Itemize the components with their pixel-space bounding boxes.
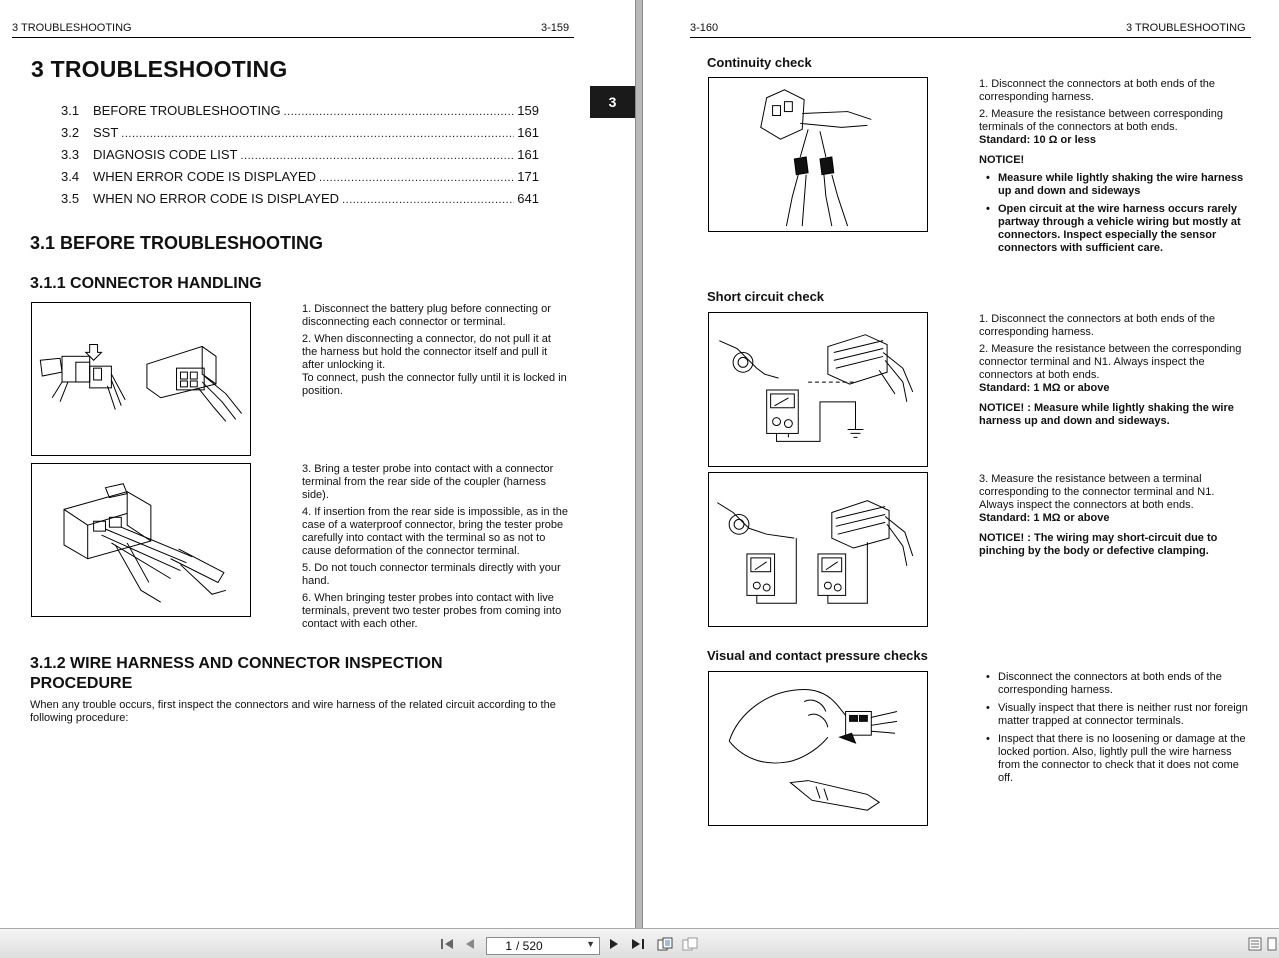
page-view-icon <box>657 937 673 951</box>
visual-check-steps <box>979 671 1249 790</box>
last-page-button[interactable] <box>629 936 647 952</box>
connector-handling-steps <box>302 303 568 402</box>
toc-entry[interactable] <box>61 191 539 209</box>
tester-probe-steps <box>302 463 568 635</box>
toc-label: SST <box>93 125 119 140</box>
toc-entry[interactable] <box>61 147 539 165</box>
step-text: 3. Bring a tester probe into contact with a connector terminal from the rear side of the coupler (harness side). <box>302 463 554 501</box>
sidebar-toggle-button[interactable] <box>1266 936 1278 952</box>
left-page <box>0 0 635 928</box>
running-header-right: 3 TROUBLESHOOTING <box>1126 22 1246 34</box>
standard-value: Standard: 1 MΩ or above <box>979 512 1110 524</box>
step-text: 1. Disconnect the battery plug before connecting or disconnecting each connector or terminal. <box>302 303 551 328</box>
toc-number: 3.3 <box>61 147 80 162</box>
toc-leader <box>240 147 514 162</box>
step-text: 5. Do not touch connector terminals directly with your hand. <box>302 562 561 587</box>
toc-entry[interactable] <box>61 103 539 121</box>
next-page-button[interactable] <box>605 936 623 952</box>
step-text: 1. Disconnect the connectors at both ends of the corresponding harness. <box>979 78 1216 103</box>
page-total: / 520 <box>516 939 543 953</box>
continuity-check-title: Continuity check <box>707 55 812 70</box>
short-circuit-steps <box>979 313 1249 432</box>
toc-label: WHEN NO ERROR CODE IS DISPLAYED <box>93 191 340 206</box>
step-text: 6. When bringing tester probes into contact with live terminals, prevent two tester probes from coming into contact with each other. <box>302 592 562 630</box>
notice-text: NOTICE! : The wiring may short-circuit due to pinching by the body or defective clamping. <box>979 532 1218 557</box>
step-text: 4. If insertion from the rear side is impossible, as in the case of a waterproof connector, bring the tester probe carefully into contact with the terminal so as not to cause deformation of the connector terminal. <box>302 506 568 557</box>
page-selector[interactable] <box>486 937 600 955</box>
toc-label: WHEN ERROR CODE IS DISPLAYED <box>93 169 316 184</box>
step-text: To connect, push the connector fully until it is locked in position. <box>302 372 567 397</box>
notice-text: NOTICE! : Measure while lightly shaking the wire harness up and down and sideways. <box>979 402 1234 427</box>
page-gutter <box>635 0 643 928</box>
two-page-view-button[interactable] <box>681 936 699 952</box>
tester-probe-figure <box>31 463 251 617</box>
page-number: 3-160 <box>690 22 719 34</box>
toc-page: 159 <box>517 103 539 118</box>
page-view-icon <box>682 937 698 951</box>
toc-number: 3.4 <box>61 169 80 184</box>
continuity-check-figure <box>708 77 928 232</box>
short-circuit-figure-2 <box>708 472 928 627</box>
step-text: 2. Measure the resistance between corresponding terminals of the connectors at both ends. <box>979 108 1223 133</box>
next-page-icon <box>609 938 619 950</box>
inspection-intro: When any trouble occurs, first inspect the connectors and wire harness of the related circuit according to the following procedure: <box>30 699 556 724</box>
toc-entry[interactable] <box>61 125 539 143</box>
chevron-down-icon[interactable]: ▼ <box>586 939 595 949</box>
short-circuit-check-title: Short circuit check <box>707 289 825 304</box>
step-text: 2. When disconnecting a connector, do not pull it at the harness but hold the connector itself and pull it after unlocking it. <box>302 333 551 371</box>
visual-check-list <box>979 671 1249 785</box>
header-rule <box>12 37 574 38</box>
notice-title: NOTICE! <box>979 154 1025 166</box>
toc-number: 3.1 <box>61 103 80 118</box>
list-item: • Measure while lightly shaking the wire harness up and down and sideways <box>979 172 1249 198</box>
notice-list <box>979 172 1249 255</box>
toc-page: 641 <box>517 191 539 206</box>
previous-page-button[interactable] <box>461 936 479 952</box>
toc-number: 3.5 <box>61 191 80 206</box>
short-circuit-step-3 <box>979 473 1249 562</box>
toc-number: 3.2 <box>61 125 80 140</box>
list-item: • Visually inspect that there is neither rust nor foreign matter trapped at connector terminals. <box>979 702 1249 728</box>
chapter-tab: 3 <box>590 86 635 118</box>
short-circuit-figure <box>708 312 928 467</box>
document-list-icon <box>1248 937 1262 951</box>
toc-page: 161 <box>517 147 539 162</box>
page-number-input[interactable] <box>492 939 512 953</box>
visual-check-title: Visual and contact pressure checks <box>707 648 928 663</box>
subsection-title: 3.1.2 WIRE HARNESS AND CONNECTOR INSPECTION PROCEDURE <box>30 655 443 692</box>
toc-leader <box>342 191 514 206</box>
chapter-title: 3 TROUBLESHOOTING <box>31 56 288 82</box>
visual-check-figure <box>708 671 928 826</box>
step-text: 1. Disconnect the connectors at both ends of the corresponding harness. <box>979 313 1216 338</box>
list-item: • Open circuit at the wire harness occurs rarely partway through a vehicle wiring but mostly at connectors. Inspect especially the sensor connectors with sufficient care. <box>979 203 1249 255</box>
section-title: 3.1 BEFORE TROUBLESHOOTING <box>30 233 324 253</box>
running-header-left: 3 TROUBLESHOOTING <box>12 22 132 34</box>
header-rule <box>690 37 1251 38</box>
last-page-icon <box>631 938 645 950</box>
connector-disconnect-figure <box>31 302 251 456</box>
toc-leader <box>121 125 514 140</box>
viewer-toolbar <box>0 928 1279 958</box>
list-item: • Inspect that there is no loosening or damage at the locked portion. Also, lightly pull the wire harness from the connector to check that it does not come off. <box>979 733 1249 785</box>
single-page-view-button[interactable] <box>656 936 674 952</box>
toc-label: BEFORE TROUBLESHOOTING <box>93 103 281 118</box>
subsection-title: 3.1.1 CONNECTOR HANDLING <box>30 275 262 292</box>
standard-value: Standard: 1 MΩ or above <box>979 382 1110 394</box>
toc-entry[interactable] <box>61 169 539 187</box>
toc-page: 161 <box>517 125 539 140</box>
toc-label: DIAGNOSIS CODE LIST <box>93 147 238 162</box>
panel-icon <box>1267 937 1277 951</box>
page-number: 3-159 <box>541 22 570 34</box>
standard-value: Standard: 10 Ω or less <box>979 134 1097 146</box>
list-item: • Disconnect the connectors at both ends of the corresponding harness. <box>979 671 1249 697</box>
previous-page-icon <box>465 938 475 950</box>
continuity-check-steps <box>979 78 1249 260</box>
step-text: 3. Measure the resistance between a terminal corresponding to the connector terminal and N1. Always inspect the connectors at both ends. <box>979 473 1215 511</box>
toc-page: 171 <box>517 169 539 184</box>
menu-button[interactable] <box>1246 936 1264 952</box>
first-page-button[interactable] <box>438 936 456 952</box>
toc-leader <box>319 169 514 184</box>
step-text: 2. Measure the resistance between the corresponding connector terminal and N1. Always inspect the connectors at both ends. <box>979 343 1242 381</box>
right-page <box>643 0 1279 928</box>
first-page-icon <box>440 938 454 950</box>
toc-leader <box>284 103 515 118</box>
